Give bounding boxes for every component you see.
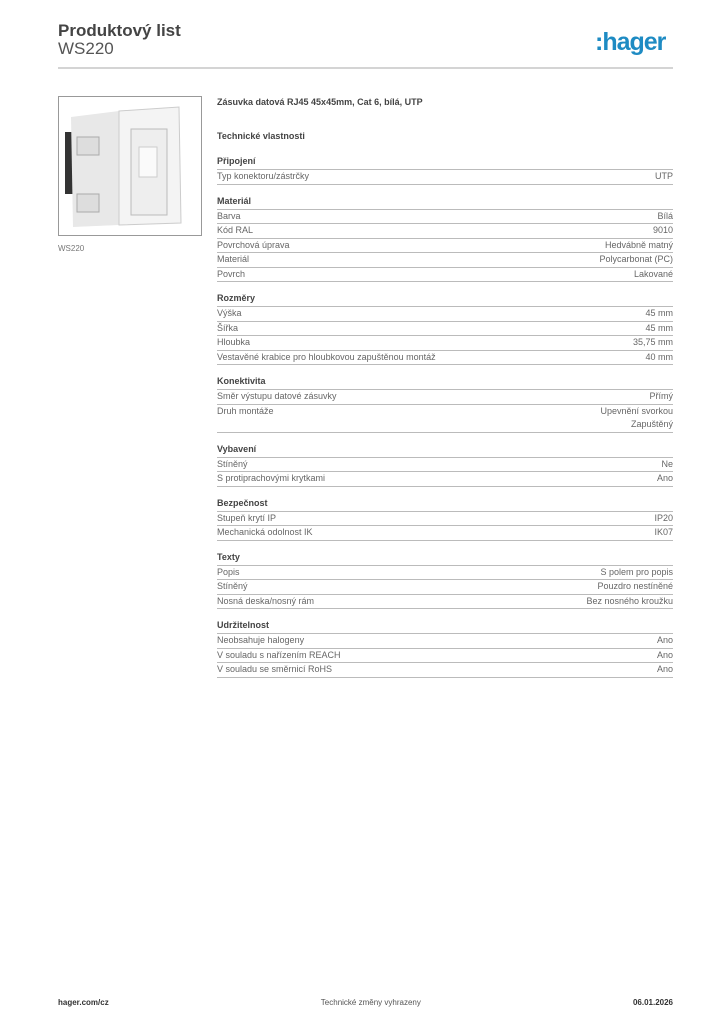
spec-row [217, 472, 673, 487]
spec-value: Ano [656, 649, 673, 660]
spec-row [217, 390, 673, 405]
image-caption: WS220 [58, 244, 85, 253]
spec-value: 35,75 mm [632, 337, 673, 347]
tech-heading: Technické vlastnosti [217, 131, 305, 141]
spec-value: Pouzdro nestíněné [597, 581, 673, 591]
section-title: Konektivita [217, 375, 673, 390]
spec-row [217, 526, 673, 541]
spec-value: Polycarbonat (PC) [599, 254, 673, 264]
spec-label: Směr výstupu datové zásuvky [217, 391, 337, 401]
spec-label: Druh montáže [217, 405, 274, 416]
spec-value: Lakované [633, 268, 673, 279]
spec-label: Typ konektoru/zástrčky [217, 171, 310, 181]
spec-row [217, 253, 673, 268]
spec-label: V souladu s nařízením REACH [217, 649, 341, 660]
spec-row [217, 458, 673, 473]
section-title: Připojení [217, 155, 673, 170]
spec-row [217, 239, 673, 254]
spec-value: UTP [655, 171, 673, 181]
spec-row [217, 170, 673, 185]
spec-value: IP20 [654, 512, 673, 523]
spec-section [217, 195, 673, 283]
spec-value: IK07 [654, 527, 673, 537]
spec-row [217, 634, 673, 649]
spec-label: Materiál [217, 254, 250, 264]
spec-label: Šířka [217, 322, 239, 333]
product-image [58, 96, 202, 236]
spec-row [217, 663, 673, 678]
spec-value: Ano [656, 664, 673, 674]
spec-section [217, 619, 673, 678]
spec-label: Povrch [217, 268, 246, 279]
section-title: Udržitelnost [217, 619, 673, 634]
spec-value: Ne [661, 458, 673, 469]
spec-value: Ano [656, 635, 673, 645]
spec-value: Bez nosného kroužku [586, 595, 673, 606]
spec-label: Nosná deska/nosný rám [217, 595, 315, 606]
footer-website[interactable]: hager.com/cz [58, 998, 109, 1007]
spec-label: Neobsahuje halogeny [217, 635, 305, 645]
spec-row [217, 336, 673, 351]
spec-section [217, 497, 673, 541]
spec-row [217, 512, 673, 527]
spec-section [217, 551, 673, 610]
hager-logo: :hager [595, 28, 666, 56]
spec-label: Stíněný [217, 581, 248, 591]
spec-section [217, 375, 673, 433]
spec-value: Bílá [657, 210, 673, 221]
spec-row [217, 566, 673, 581]
spec-value: Upevnění svorkou Zapuštěný [600, 405, 673, 429]
spec-value: 9010 [652, 225, 673, 235]
spec-row [217, 322, 673, 337]
spec-section [217, 155, 673, 185]
section-title: Materiál [217, 195, 673, 210]
spec-row [217, 595, 673, 610]
product-description: Zásuvka datová RJ45 45x45mm, Cat 6, bílá, UTP [217, 97, 423, 107]
spec-value: Přímý [649, 391, 673, 401]
spec-label: Popis [217, 566, 240, 577]
spec-row [217, 224, 673, 239]
section-title: Bezpečnost [217, 497, 673, 512]
spec-table [217, 155, 673, 688]
page-title: Produktový list [58, 21, 181, 40]
spec-value: 45 mm [645, 308, 673, 318]
footer-note: Technické změny vyhrazeny [320, 998, 421, 1007]
spec-label: Mechanická odolnost IK [217, 527, 313, 537]
spec-label: Hloubka [217, 337, 251, 347]
spec-row [217, 405, 673, 433]
spec-section [217, 292, 673, 365]
product-code: WS220 [58, 39, 114, 58]
spec-label: Vestavěné krabice pro hloubkovou zapuštěnou montáž [217, 351, 436, 362]
spec-row [217, 268, 673, 283]
spec-label: Výška [217, 308, 242, 318]
spec-row [217, 649, 673, 664]
spec-label: Barva [217, 210, 241, 221]
spec-label: Stíněný [217, 458, 248, 469]
spec-label: Povrchová úprava [217, 239, 290, 250]
spec-label: Stupeň krytí IP [217, 512, 277, 523]
footer [58, 998, 673, 1007]
spec-value: Hedvábně matný [604, 239, 673, 250]
spec-row [217, 580, 673, 595]
spec-value: S polem pro popis [600, 566, 673, 577]
spec-value: 45 mm [645, 322, 673, 333]
spec-row [217, 210, 673, 225]
spec-section [217, 443, 673, 487]
section-title: Texty [217, 551, 673, 566]
spec-value: 40 mm [645, 351, 673, 362]
section-title: Vybavení [217, 443, 673, 458]
spec-row [217, 307, 673, 322]
spec-label: S protiprachovými krytkami [217, 473, 326, 483]
spec-row [217, 351, 673, 366]
header-divider [58, 67, 673, 69]
section-title: Rozměry [217, 292, 673, 307]
spec-label: Kód RAL [217, 225, 254, 235]
spec-label: V souladu se směrnicí RoHS [217, 664, 333, 674]
footer-date: 06.01.2026 [632, 998, 673, 1007]
spec-value: Ano [656, 473, 673, 483]
